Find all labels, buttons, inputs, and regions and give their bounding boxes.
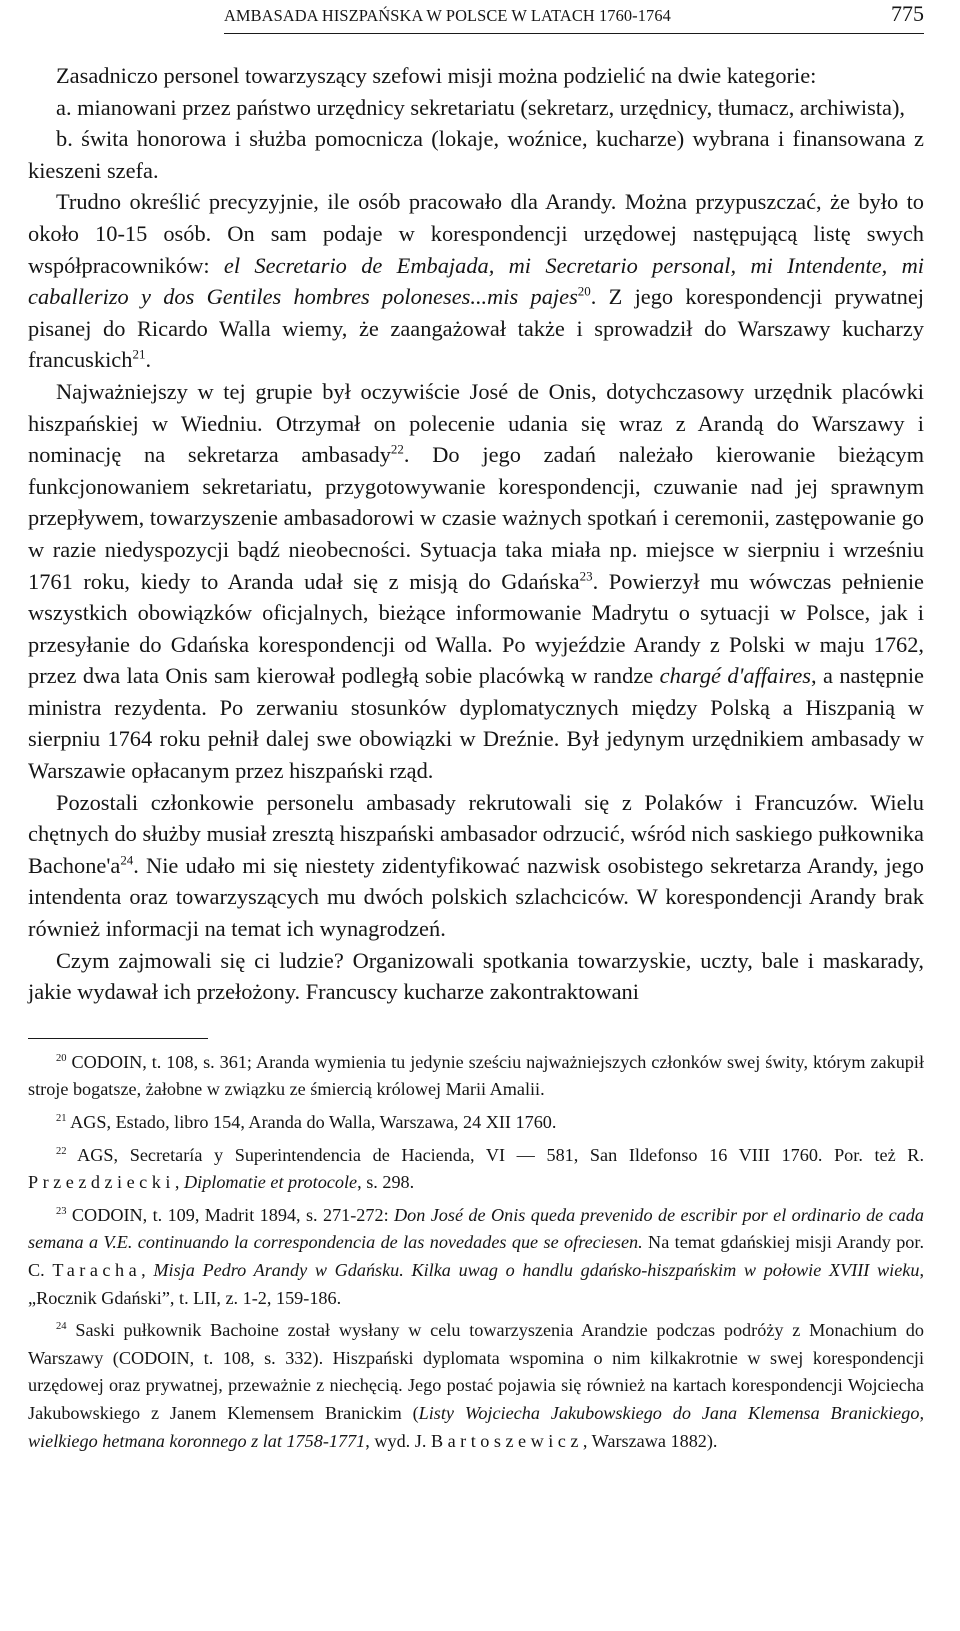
running-title: AMBASADA HISZPAŃSKA W POLSCE W LATACH 1760-1764 [224, 6, 671, 25]
footnote-22 [28, 1142, 924, 1197]
italic-title: Misja Pedro Arandy w Gdańsku. Kilka uwag o handlu gdańsko-hiszpańskim w połowie XVIII wieku [153, 1259, 920, 1280]
paragraph-jose-de-onis [28, 376, 924, 787]
footnote-24 [28, 1317, 924, 1455]
list-item-b [28, 123, 924, 186]
text-run: Zasadniczo personel towarzyszący szefowi misji można podzielić na dwie kategorie: [56, 63, 817, 88]
footnote-ref-23[interactable]: 23 [579, 567, 593, 583]
text-run: AGS, Secretaría y Superintendencia de Hacienda, VI — 581, San Ildefonso 16 VIII 1760. Por. też R. [66, 1144, 924, 1165]
footnotes [28, 1049, 924, 1455]
text-run: b. świta honorowa i służba pomocnicza (lokaje, woźnice, kucharze) wybrana i finansowana z kieszeni szefa. [28, 126, 924, 183]
text-run: , [141, 1259, 154, 1280]
text-run: , a następnie ministra rezydenta. Po zerwaniu stosunków dyplomatycznych między Polską a Hiszpanią w sierpniu 1764 roku pełnił dalej swe obowiązki w Dreźnie. Był jedynym urzędnikiem ambasady w Warszawie opłacanym przez hiszpański rząd. [28, 663, 924, 784]
text-run: , „Rocznik Gdański”, t. LII, z. 1-2, 159-186. [28, 1259, 925, 1308]
footnote-number: 21 [56, 1113, 67, 1125]
text-run: CODOIN, t. 109, Madrit 1894, s. 271-272: [66, 1204, 395, 1225]
italic-quote: Don José de Onis queda prevenido de escribir por el ordinario de cada semana a V.E. continuando la correspondencia de las novedades que se ofreciesen. [28, 1204, 924, 1253]
text-run: AGS, Estado, libro 154, Aranda do Walla, Warszawa, 24 XII 1760. [66, 1112, 557, 1132]
text-run: , [174, 1172, 184, 1193]
footnote-number: 24 [56, 1321, 67, 1333]
footnote-23 [28, 1202, 924, 1312]
text-run: . Nie udało mi się niestety zidentyfikować nazwisk osobistego sekretarza Arandy, jego intendenta oraz towarzyszących mu dwóch polskich szlachciców. W korespondencji Arandy brak również informacji na temat ich wynagrodzeń. [28, 852, 924, 942]
text-run: CODOIN, t. 108, s. 361; Aranda wymienia tu jedynie sześciu najważniejszych członków swej świty, którym zakupił stroje bogatsze, żałobne w związku ze śmiercią królowej Marii Amalii. [28, 1051, 924, 1100]
text-run: Pozostali członkowie personelu ambasady rekrutowali się z Polaków i Francuzów. Wielu chętnych do służby musiał zresztą hiszpański ambasador odrzucić, wśród nich saskiego pułkownika Bachone'a [28, 789, 924, 878]
text-run: , wyd. J. [365, 1430, 431, 1451]
text-run: Na temat gdańskiej misji Arandy por. C. [28, 1232, 924, 1280]
paragraph-staff-size [28, 186, 924, 376]
text-run: . Powierzył mu wówczas pełnienie wszystkich obowiązków oficjalnych, bieżące informowanie Madrytu o sytuacji w Polsce, jak i przesyłanie do Gdańska korespondencji od Walla. Po wyjeździe Arandy z Polski w maju 1762, przez dwa lata Onis sam kierował podległą sobie placówką w randze [28, 568, 924, 689]
text-run: Trudno określić precyzyjnie, ile osób pracowało dla Arandy. Można przypuszczać, że było to około 10-15 osób. On sam podaje w korespondencji urzędowej następującą listę swych współpracowników: [28, 189, 924, 278]
text-run: . Do jego zadań należało kierowanie bieżącym funkcjonowaniem sekretariatu, przygotowywanie korespondencji, czuwanie nad jej sprawnym przepływem, towarzyszenie ambasadorowi w czasie ważnych spotkań i ceremonii, zastępowanie go w razie niedyspozycji bądź nieobecności. Sytuacja taka miała np. miejsce w sierpniu i wrześniu 1761 roku, kiedy to Aranda udał się z misją do Gdańska [28, 442, 924, 594]
text-run: . [145, 347, 152, 373]
author-name: Taracha [52, 1259, 142, 1280]
paragraph-duties [28, 945, 924, 1008]
paragraph-other-staff [28, 787, 924, 945]
italic-title: Listy Wojciecha Jakubowskiego do Jana Klemensa Branickiego, wielkiego hetmana koronnego z lat 1758-1771 [28, 1402, 924, 1451]
text-run: . Z jego korespondencji prywatnej pisanej do Ricardo Walla wiemy, że zaangażował także i sprowadził do Warszawy kucharzy francuskich [28, 284, 924, 373]
main-text [28, 60, 924, 1008]
paragraph-intro [28, 60, 924, 92]
footnote-ref-22[interactable]: 22 [390, 441, 404, 457]
italic-title: Diplomatie et protocole [184, 1172, 358, 1193]
footnote-20 [28, 1049, 924, 1104]
footnote-ref-24[interactable]: 24 [120, 852, 134, 868]
running-header [224, 0, 924, 34]
text-run: Najważniejszy w tej grupie był oczywiście José de Onis, dotychczasowy urzędnik placówki hiszpańskiej w Wiedniu. Otrzymał on polecenie udania się wraz z Arandą do Warszawy i nominację na sekretarza ambasady [28, 378, 924, 468]
text-run: Saski pułkownik Bachoine został wysłany w celu towarzyszenia Arandzie podczas podróży z Monachium do Warszawy (CODOIN, t. 108, s. 332). Hiszpański dyplomata wspomina o nim kilkakrotnie w swej korespondencji urzędowej oraz prywatnej, przeważnie z niechęcią. Jego postać pojawia się również na kartach korespondencji Wojciecha Jakubowskiego z Janem Klemensem Branickim ( [28, 1320, 924, 1423]
footnote-number: 22 [56, 1145, 67, 1157]
author-name: Bartoszewicz [430, 1430, 583, 1451]
list-item-a [28, 92, 924, 124]
footnote-number: 20 [56, 1052, 67, 1064]
italic-term: chargé d'affaires [659, 663, 811, 689]
text-run: , Warszawa 1882). [582, 1430, 718, 1451]
author-name: Przezdziecki [28, 1172, 175, 1193]
text-run: Czym zajmowali się ci ludzie? Organizowali spotkania towarzyskie, uczty, bale i maskarady, jakie wydawał ich przełożony. Francuscy kucharze zakontraktowani [28, 947, 924, 1005]
text-run: , s. 298. [357, 1172, 415, 1193]
footnote-separator [28, 1038, 208, 1039]
page-number: 775 [891, 1, 924, 26]
footnote-21 [28, 1109, 924, 1137]
italic-quote: el Secretario de Embajada, mi Secretario personal, mi Intendente, mi caballerizo y dos Gentiles hombres poloneses...mis pajes [28, 252, 924, 310]
text-run: a. mianowani przez państwo urzędnicy sekretariatu (sekretarz, urzędnicy, tłumacz, archiwista), [56, 94, 905, 120]
footnote-ref-21[interactable]: 21 [132, 346, 146, 362]
footnote-ref-20[interactable]: 20 [577, 283, 591, 299]
footnote-number: 23 [56, 1205, 67, 1217]
